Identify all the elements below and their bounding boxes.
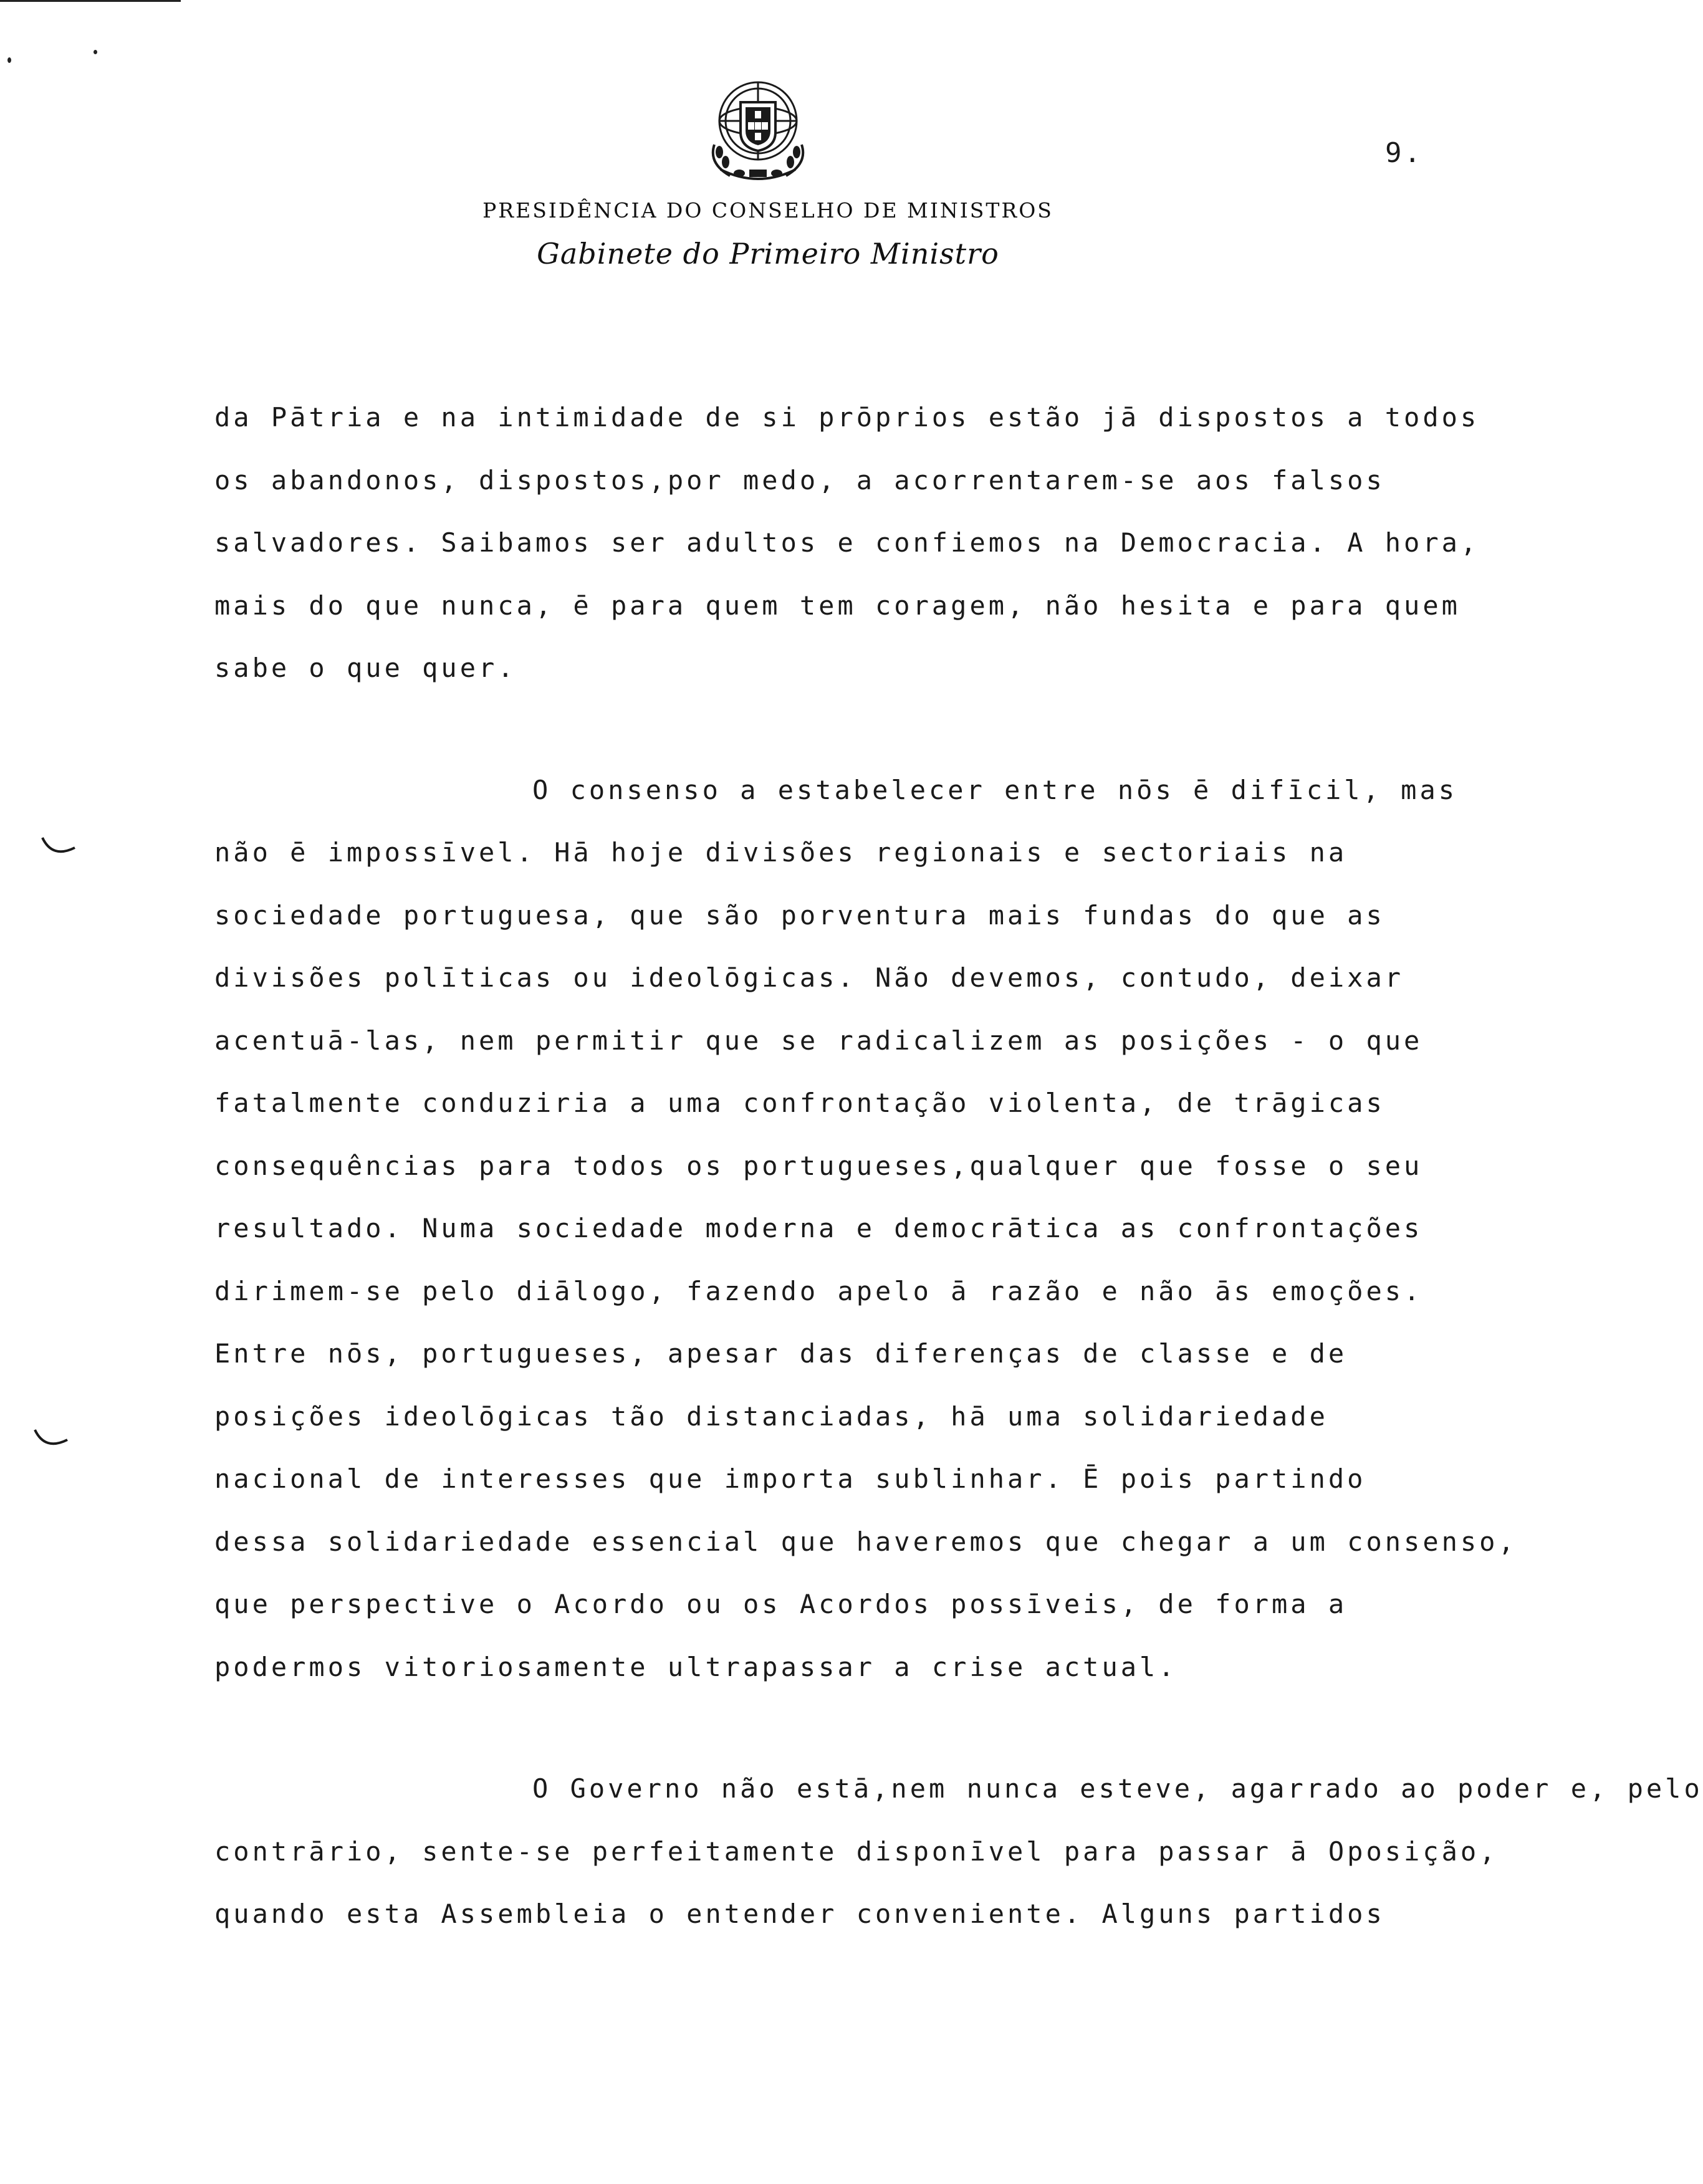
scan-speck <box>94 50 97 54</box>
text-line: mais do que nunca, ē para quem tem coragem, não hesita e para quem <box>214 590 1461 621</box>
margin-curve-mark <box>32 1427 70 1450</box>
paragraph <box>214 386 1523 700</box>
portuguese-coat-of-arms-icon <box>696 70 820 187</box>
text-line: O Governo não estā,nem nunca esteve, agarrado ao poder e, pelo <box>532 1773 1703 1804</box>
document-body <box>214 386 1703 1946</box>
text-line: os abandonos, dispostos,por medo, a acorrentarem-se aos falsos <box>214 464 1385 496</box>
text-line: consequências para todos os portugueses,qualquer que fosse o seu <box>214 1150 1423 1181</box>
text-line: dessa solidariedade essencial que haveremos que chegar a um consenso, <box>214 1526 1517 1557</box>
top-edge-rule <box>0 0 181 2</box>
text-line: sabe o que quer. <box>214 653 517 683</box>
paragraph-gap <box>214 700 1523 759</box>
text-line: resultado. Numa sociedade moderna e democrātica as confrontações <box>214 1213 1423 1243</box>
text-line: sociedade portuguesa, que são porventura mais fundas do que as <box>214 899 1385 931</box>
paragraph-gap <box>214 1698 1523 1758</box>
text-line: podermos vitoriosamente ultrapassar a crise actual. <box>214 1651 1178 1682</box>
text-line: acentuā-las, nem permitir que se radicalizem as posições - o que <box>214 1025 1423 1056</box>
text-line: que perspective o Acordo ou os Acordos possīveis, de forma a <box>214 1589 1348 1619</box>
margin-curve-mark <box>40 835 77 858</box>
text-line: posições ideolōgicas tão distanciadas, hā uma solidariedade <box>214 1401 1328 1432</box>
text-line: contrārio, sente-se perfeitamente disponīvel para passar ā Oposição, <box>214 1836 1499 1867</box>
scan-speck <box>7 57 11 63</box>
text-line: Entre nōs, portugueses, apesar das diferenças de classe e de <box>214 1338 1348 1369</box>
text-line: fatalmente conduziria a uma confrontação violenta, de trāgicas <box>214 1088 1385 1118</box>
text-line: dirimem-se pelo diālogo, fazendo apelo ā razão e não ās emoções. <box>214 1275 1423 1306</box>
text-line: salvadores. Saibamos ser adultos e confiemos na Democracia. A hora, <box>214 527 1480 558</box>
text-line: divisões polīticas ou ideolōgicas. Não devemos, contudo, deixar <box>214 962 1404 993</box>
letterhead-office: Gabinete do Primeiro Ministro <box>537 237 999 271</box>
page-number: 9. <box>1385 137 1423 169</box>
letterhead-organization: PRESIDÊNCIA DO CONSELHO DE MINISTROS <box>482 198 1053 223</box>
paragraph <box>214 1758 1703 1946</box>
text-line: não ē impossīvel. Hā hoje divisões regionais e sectoriais na <box>214 837 1348 868</box>
paragraph <box>214 759 1523 1699</box>
text-line: da Pātria e na intimidade de si prōprios estão jā dispostos a todos <box>214 402 1480 433</box>
text-line: O consenso a estabelecer entre nōs ē difīcil, mas <box>532 774 1458 805</box>
text-line: quando esta Assembleia o entender conveniente. Alguns partidos <box>214 1899 1385 1929</box>
text-line: nacional de interesses que importa sublinhar. Ē pois partindo <box>214 1463 1366 1494</box>
